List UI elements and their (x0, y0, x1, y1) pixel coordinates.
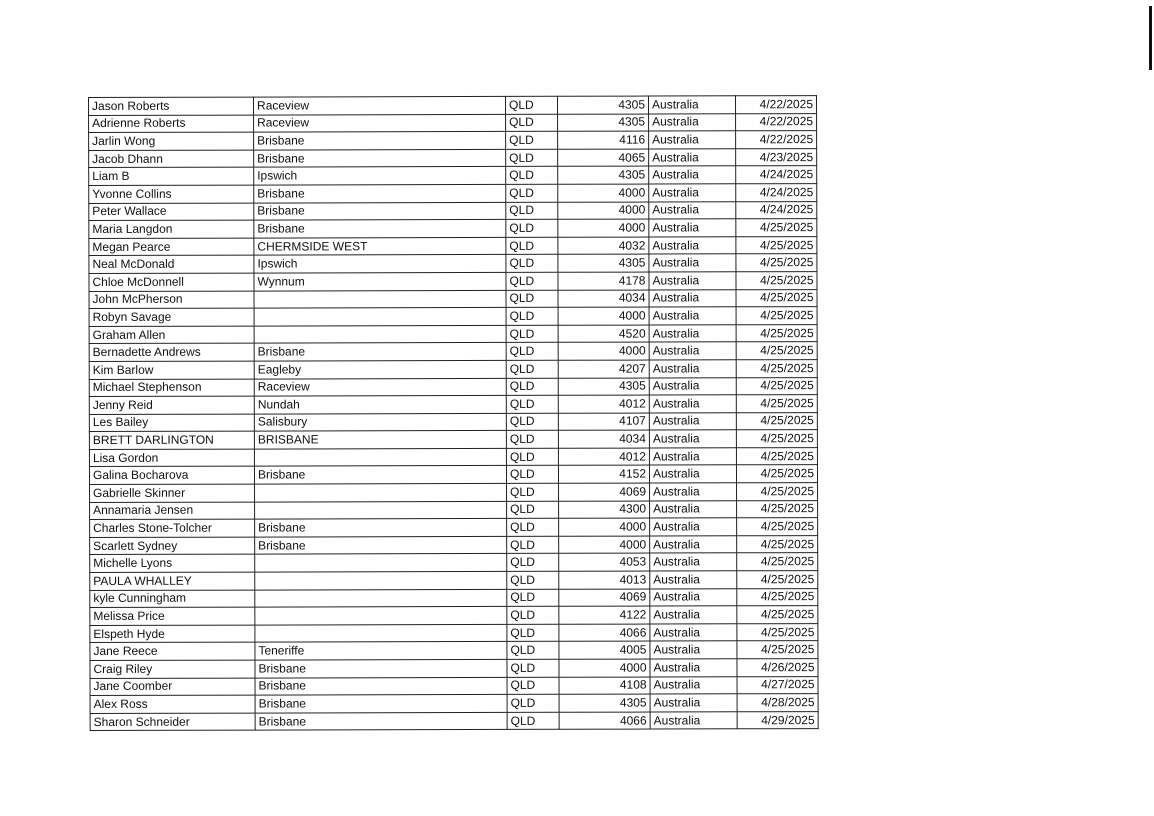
name-cell: Graham Allen (89, 326, 254, 344)
table-row (89, 359, 817, 378)
table-row (89, 342, 817, 361)
name-cell: Annamaria Jensen (90, 502, 255, 520)
country-cell: Australia (649, 325, 736, 343)
country-cell: Australia (650, 694, 737, 712)
state-cell: QLD (507, 659, 559, 677)
state-cell: QLD (505, 96, 557, 114)
table-row (89, 395, 817, 414)
postcode-cell: 4034 (558, 430, 649, 448)
date-cell: 4/22/2025 (735, 96, 816, 114)
date-cell: 4/25/2025 (737, 623, 818, 641)
table-row (89, 412, 817, 431)
country-cell: Australia (649, 131, 736, 149)
table-row (90, 606, 818, 625)
country-cell: Australia (649, 272, 736, 290)
state-cell: QLD (506, 237, 558, 255)
table-row (89, 307, 817, 326)
country-cell: Australia (649, 166, 736, 184)
postcode-cell: 4122 (559, 606, 650, 624)
table-row (89, 166, 817, 185)
table-row (90, 588, 818, 607)
table-row (90, 659, 818, 678)
name-cell: Jenny Reid (89, 396, 254, 414)
city-cell: Brisbane (255, 677, 507, 695)
postcode-cell: 4520 (558, 325, 649, 343)
city-cell (255, 501, 507, 519)
country-cell: Australia (649, 219, 736, 237)
city-cell (255, 571, 507, 589)
postcode-cell: 4012 (558, 395, 649, 413)
table-row (90, 553, 818, 572)
postcode-cell: 4000 (558, 219, 649, 237)
date-cell: 4/25/2025 (737, 535, 818, 553)
country-cell: Australia (649, 201, 736, 219)
postcode-cell: 4207 (558, 360, 649, 378)
country-cell: Australia (649, 149, 736, 167)
table-row (89, 131, 817, 150)
state-cell: QLD (506, 378, 558, 396)
name-cell: John McPherson (89, 291, 254, 309)
table-row (89, 254, 817, 273)
state-cell: QLD (506, 395, 558, 413)
state-cell: QLD (506, 184, 558, 202)
table-row (89, 377, 817, 396)
country-cell: Australia (649, 342, 736, 360)
table-row (89, 219, 817, 238)
date-cell: 4/25/2025 (737, 500, 818, 518)
postcode-cell: 4305 (558, 114, 649, 132)
postcode-cell: 4152 (558, 466, 649, 484)
postcode-cell: 4069 (559, 483, 650, 501)
table-row (90, 623, 818, 642)
name-cell: PAULA WHALLEY (90, 572, 255, 590)
city-cell (255, 483, 507, 501)
name-cell: Scarlett Sydney (90, 537, 255, 555)
state-cell: QLD (506, 431, 558, 449)
city-cell: CHERMSIDE WEST (254, 237, 506, 255)
roster-table (88, 95, 819, 731)
date-cell: 4/27/2025 (737, 676, 818, 694)
postcode-cell: 4305 (558, 166, 649, 184)
city-cell: Raceview (254, 96, 506, 114)
name-cell: BRETT DARLINGTON (89, 431, 254, 449)
country-cell: Australia (649, 289, 736, 307)
name-cell: Craig Riley (90, 660, 255, 678)
date-cell: 4/25/2025 (737, 553, 818, 571)
city-cell: Raceview (254, 114, 506, 132)
table-row (90, 483, 818, 502)
table-row (89, 96, 817, 115)
country-cell: Australia (650, 588, 737, 606)
date-cell: 4/25/2025 (736, 447, 817, 465)
name-cell: Lisa Gordon (89, 449, 254, 467)
name-cell: Neal McDonald (89, 255, 254, 273)
postcode-cell: 4013 (559, 571, 650, 589)
name-cell: Jane Coomber (90, 678, 255, 696)
name-cell: Jarlin Wong (89, 132, 254, 150)
name-cell: Melissa Price (90, 607, 255, 625)
postcode-cell: 4000 (558, 184, 649, 202)
country-cell: Australia (650, 518, 737, 536)
country-cell: Australia (649, 254, 736, 272)
postcode-cell: 4108 (559, 677, 650, 695)
date-cell: 4/28/2025 (737, 694, 818, 712)
table-row (89, 184, 817, 203)
date-cell: 4/25/2025 (736, 307, 817, 325)
country-cell: Australia (650, 483, 737, 501)
table-row (89, 465, 817, 484)
city-cell: Salisbury (254, 413, 506, 431)
date-cell: 4/25/2025 (737, 518, 818, 536)
name-cell: Jacob Dhann (89, 150, 254, 168)
table-row (89, 236, 817, 255)
state-cell: QLD (506, 114, 558, 132)
date-cell: 4/24/2025 (736, 201, 817, 219)
city-cell: Teneriffe (255, 642, 507, 660)
state-cell: QLD (507, 694, 559, 712)
city-cell (254, 325, 506, 343)
state-cell: QLD (507, 554, 559, 572)
postcode-cell: 4107 (558, 413, 649, 431)
name-cell: Michael Stephenson (89, 379, 254, 397)
country-cell: Australia (649, 412, 736, 430)
country-cell: Australia (650, 553, 737, 571)
date-cell: 4/25/2025 (736, 219, 817, 237)
name-cell: Les Bailey (89, 414, 254, 432)
city-cell (254, 308, 506, 326)
postcode-cell: 4178 (558, 272, 649, 290)
date-cell: 4/25/2025 (736, 465, 817, 483)
name-cell: Robyn Savage (89, 308, 254, 326)
postcode-cell: 4032 (558, 237, 649, 255)
date-cell: 4/25/2025 (736, 342, 817, 360)
city-cell: Brisbane (255, 536, 507, 554)
name-cell: Galina Bocharova (89, 467, 254, 485)
city-cell (255, 554, 507, 572)
name-cell: Peter Wallace (89, 203, 254, 221)
country-cell: Australia (650, 624, 737, 642)
name-cell: Yvonne Collins (89, 185, 254, 203)
date-cell: 4/25/2025 (736, 272, 817, 290)
state-cell: QLD (507, 571, 559, 589)
country-cell: Australia (650, 712, 737, 730)
table-row (89, 430, 817, 449)
scan-edge-mark (1149, 6, 1152, 70)
date-cell: 4/22/2025 (736, 113, 817, 131)
city-cell (254, 290, 506, 308)
date-cell: 4/25/2025 (736, 395, 817, 413)
city-cell: Nundah (254, 395, 506, 413)
name-cell: kyle Cunningham (90, 590, 255, 608)
name-cell: Megan Pearce (89, 238, 254, 256)
name-cell: Michelle Lyons (90, 555, 255, 573)
state-cell: QLD (506, 167, 558, 185)
city-cell: Wynnum (254, 272, 506, 290)
table-row (90, 711, 818, 730)
state-cell: QLD (506, 448, 558, 466)
name-cell: Charles Stone-Tolcher (90, 519, 255, 537)
postcode-cell: 4000 (559, 659, 650, 677)
country-cell: Australia (650, 676, 737, 694)
city-cell: BRISBANE (254, 431, 506, 449)
state-cell: QLD (507, 677, 559, 695)
city-cell: Brisbane (255, 659, 507, 677)
date-cell: 4/22/2025 (736, 131, 817, 149)
date-cell: 4/25/2025 (736, 289, 817, 307)
name-cell: Kim Barlow (89, 361, 254, 379)
country-cell: Australia (650, 659, 737, 677)
name-cell: Alex Ross (90, 695, 255, 713)
country-cell: Australia (650, 571, 737, 589)
date-cell: 4/25/2025 (736, 324, 817, 342)
country-cell: Australia (649, 184, 736, 202)
city-cell: Brisbane (254, 466, 506, 484)
date-cell: 4/25/2025 (736, 377, 817, 395)
table-row (90, 641, 818, 660)
state-cell: QLD (506, 466, 558, 484)
table-row (90, 535, 818, 554)
city-cell: Brisbane (254, 184, 506, 202)
date-cell: 4/26/2025 (737, 659, 818, 677)
postcode-cell: 4069 (559, 589, 650, 607)
date-cell: 4/24/2025 (736, 184, 817, 202)
city-cell: Brisbane (254, 132, 506, 150)
country-cell: Australia (650, 536, 737, 554)
city-cell: Brisbane (254, 149, 506, 167)
date-cell: 4/25/2025 (737, 606, 818, 624)
table-row (90, 676, 818, 695)
postcode-cell: 4305 (559, 694, 650, 712)
table-row (89, 113, 817, 132)
country-cell: Australia (650, 500, 737, 518)
date-cell: 4/29/2025 (737, 711, 818, 729)
postcode-cell: 4000 (559, 536, 650, 554)
date-cell: 4/25/2025 (736, 412, 817, 430)
table-row (90, 571, 818, 590)
country-cell: Australia (649, 430, 736, 448)
country-cell: Australia (649, 237, 736, 255)
city-cell: Brisbane (254, 202, 506, 220)
country-cell: Australia (649, 377, 736, 395)
name-cell: Jane Reece (90, 642, 255, 660)
state-cell: QLD (507, 483, 559, 501)
postcode-cell: 4000 (558, 342, 649, 360)
postcode-cell: 4305 (557, 96, 648, 114)
country-cell: Australia (649, 395, 736, 413)
state-cell: QLD (506, 202, 558, 220)
table-row (89, 324, 817, 343)
country-cell: Australia (650, 606, 737, 624)
table-row (90, 518, 818, 537)
city-cell: Brisbane (255, 695, 507, 713)
name-cell: Adrienne Roberts (89, 115, 254, 133)
name-cell: Jason Roberts (89, 97, 254, 115)
city-cell: Brisbane (254, 220, 506, 238)
country-cell: Australia (649, 307, 736, 325)
date-cell: 4/24/2025 (736, 166, 817, 184)
city-cell: Brisbane (255, 712, 507, 730)
city-cell: Eagleby (254, 360, 506, 378)
city-cell (255, 607, 507, 625)
date-cell: 4/25/2025 (736, 236, 817, 254)
postcode-cell: 4005 (559, 641, 650, 659)
postcode-cell: 4000 (559, 518, 650, 536)
country-cell: Australia (650, 641, 737, 659)
date-cell: 4/25/2025 (737, 641, 818, 659)
state-cell: QLD (506, 307, 558, 325)
table-row (89, 201, 817, 220)
country-cell: Australia (649, 465, 736, 483)
postcode-cell: 4000 (558, 202, 649, 220)
date-cell: 4/25/2025 (737, 588, 818, 606)
state-cell: QLD (507, 624, 559, 642)
state-cell: QLD (506, 360, 558, 378)
state-cell: QLD (507, 642, 559, 660)
postcode-cell: 4305 (558, 254, 649, 272)
city-cell (255, 589, 507, 607)
name-cell: Elspeth Hyde (90, 625, 255, 643)
table-row (89, 447, 817, 466)
state-cell: QLD (507, 536, 559, 554)
postcode-cell: 4066 (559, 712, 650, 730)
postcode-cell: 4012 (558, 448, 649, 466)
table-row (90, 500, 818, 519)
city-cell: Raceview (254, 378, 506, 396)
state-cell: QLD (506, 131, 558, 149)
postcode-cell: 4305 (558, 378, 649, 396)
country-cell: Australia (649, 113, 736, 131)
date-cell: 4/25/2025 (736, 430, 817, 448)
postcode-cell: 4116 (558, 131, 649, 149)
state-cell: QLD (506, 149, 558, 167)
country-cell: Australia (648, 96, 735, 114)
name-cell: Maria Langdon (89, 220, 254, 238)
state-cell: QLD (506, 343, 558, 361)
state-cell: QLD (507, 712, 559, 730)
date-cell: 4/25/2025 (736, 359, 817, 377)
state-cell: QLD (507, 606, 559, 624)
name-cell: Chloe McDonnell (89, 273, 254, 291)
date-cell: 4/25/2025 (737, 571, 818, 589)
city-cell: Brisbane (255, 519, 507, 537)
city-cell: Ipswich (254, 255, 506, 273)
table-row (89, 289, 817, 308)
postcode-cell: 4300 (559, 501, 650, 519)
date-cell: 4/25/2025 (736, 254, 817, 272)
state-cell: QLD (506, 325, 558, 343)
city-cell (255, 624, 507, 642)
state-cell: QLD (507, 589, 559, 607)
postcode-cell: 4000 (558, 307, 649, 325)
city-cell: Ipswich (254, 167, 506, 185)
city-cell: Brisbane (254, 343, 506, 361)
table-row (89, 272, 817, 291)
state-cell: QLD (506, 272, 558, 290)
state-cell: QLD (506, 413, 558, 431)
postcode-cell: 4034 (558, 290, 649, 308)
state-cell: QLD (506, 290, 558, 308)
state-cell: QLD (507, 519, 559, 537)
country-cell: Australia (649, 360, 736, 378)
postcode-cell: 4065 (558, 149, 649, 167)
name-cell: Sharon Schneider (90, 713, 255, 731)
roster-table-body (89, 96, 819, 731)
table-row (90, 694, 818, 713)
name-cell: Bernadette Andrews (89, 343, 254, 361)
date-cell: 4/23/2025 (736, 148, 817, 166)
state-cell: QLD (506, 219, 558, 237)
table-row (89, 148, 817, 167)
name-cell: Gabrielle Skinner (90, 484, 255, 502)
name-cell: Liam B (89, 167, 254, 185)
state-cell: QLD (507, 501, 559, 519)
city-cell (254, 448, 506, 466)
state-cell: QLD (506, 255, 558, 273)
date-cell: 4/25/2025 (737, 483, 818, 501)
postcode-cell: 4053 (559, 553, 650, 571)
country-cell: Australia (649, 448, 736, 466)
postcode-cell: 4066 (559, 624, 650, 642)
